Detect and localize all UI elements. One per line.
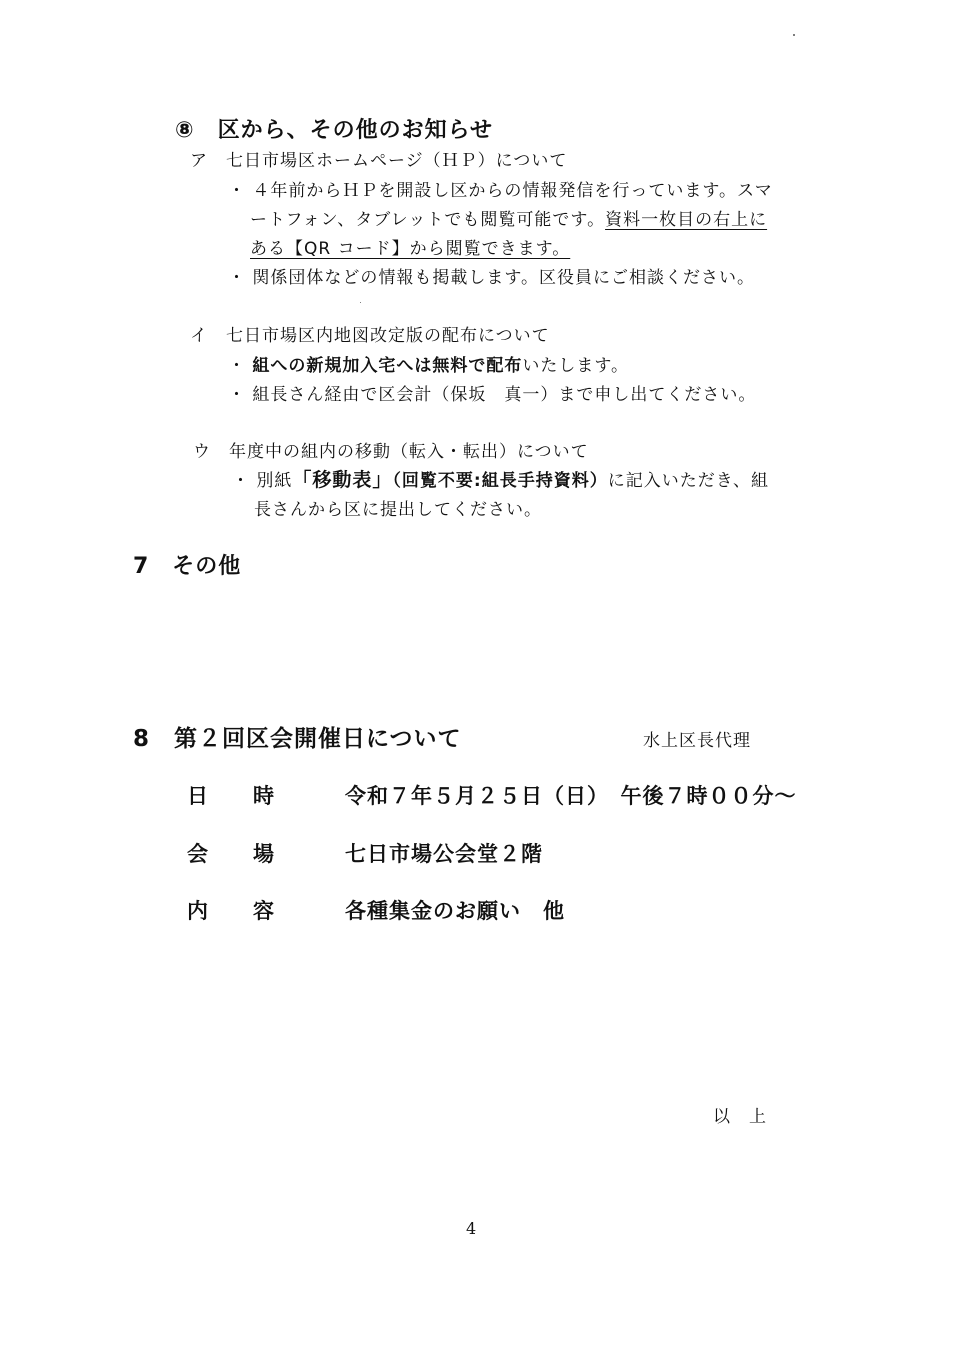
moves-bullet-pre: ・ 別紙 — [232, 471, 293, 491]
moves-bullet-rest: に記入いただき、組 — [607, 471, 770, 491]
subheading-map: イ 七日市場区内地図改定版の配布について — [190, 326, 550, 346]
moves-form-note: （回覧不要:組長手持資料） — [392, 471, 608, 491]
homepage-bullet-line-3: ある【QR コード】から閲覧できます。 — [250, 239, 571, 259]
meeting-row-value: 令和７年５月２５日（日） 午後７時００分〜 — [345, 784, 797, 808]
homepage-bullet-line-2 — [250, 205, 767, 230]
page-number: 4 — [466, 1219, 477, 1238]
bullet-dot: ・ — [228, 356, 253, 376]
homepage-text-underlined: 資料一枚目の右上に — [605, 210, 768, 230]
section-heading-notices: ⑧ 区から、その他のお知らせ — [175, 118, 493, 143]
closing-mark: 以 上 — [713, 1107, 767, 1127]
map-bullet-2: ・ 組長さん経由で区会計（保坂 真一）まで申し出てください。 — [228, 385, 757, 405]
homepage-bullet-line-1: ・ ４年前からＨＰを開設し区からの情報発信を行っています。スマ — [228, 181, 773, 201]
homepage-text-plain: ートフォン、タブレットでも閲覧可能です。 — [250, 210, 606, 230]
subheading-homepage: ア 七日市場区ホームページ（ＨＰ）について — [190, 151, 568, 171]
scan-speck — [360, 302, 361, 303]
meeting-row-label: 内 容 — [187, 899, 275, 923]
moves-form-name: 「移動表」 — [292, 469, 393, 491]
scan-speck — [793, 34, 795, 36]
homepage-bullet-2: ・ 関係団体などの情報も掲載します。区役員にご相談ください。 — [228, 268, 756, 288]
moves-bullet-line-1 — [232, 465, 769, 492]
map-bullet-rest: いたします。 — [522, 356, 630, 376]
section-heading-meeting: 8 第２回区会開催日について — [133, 726, 462, 752]
subheading-moves: ウ 年度中の組内の移動（転入・転出）について — [193, 442, 589, 462]
meeting-presenter: 水上区長代理 — [643, 731, 751, 751]
meeting-row-label: 日 時 — [187, 784, 275, 808]
meeting-row-label: 会 場 — [187, 842, 275, 866]
map-bullet-bold: 組への新規加入宅へは無料で配布 — [252, 356, 523, 376]
section-heading-other: 7 その他 — [133, 554, 242, 579]
map-bullet-1 — [228, 351, 629, 376]
meeting-row-value: 各種集金のお願い 他 — [345, 899, 565, 923]
moves-bullet-line-2: 長さんから区に提出してください。 — [254, 500, 542, 520]
meeting-row-value: 七日市場公会堂２階 — [345, 842, 543, 866]
